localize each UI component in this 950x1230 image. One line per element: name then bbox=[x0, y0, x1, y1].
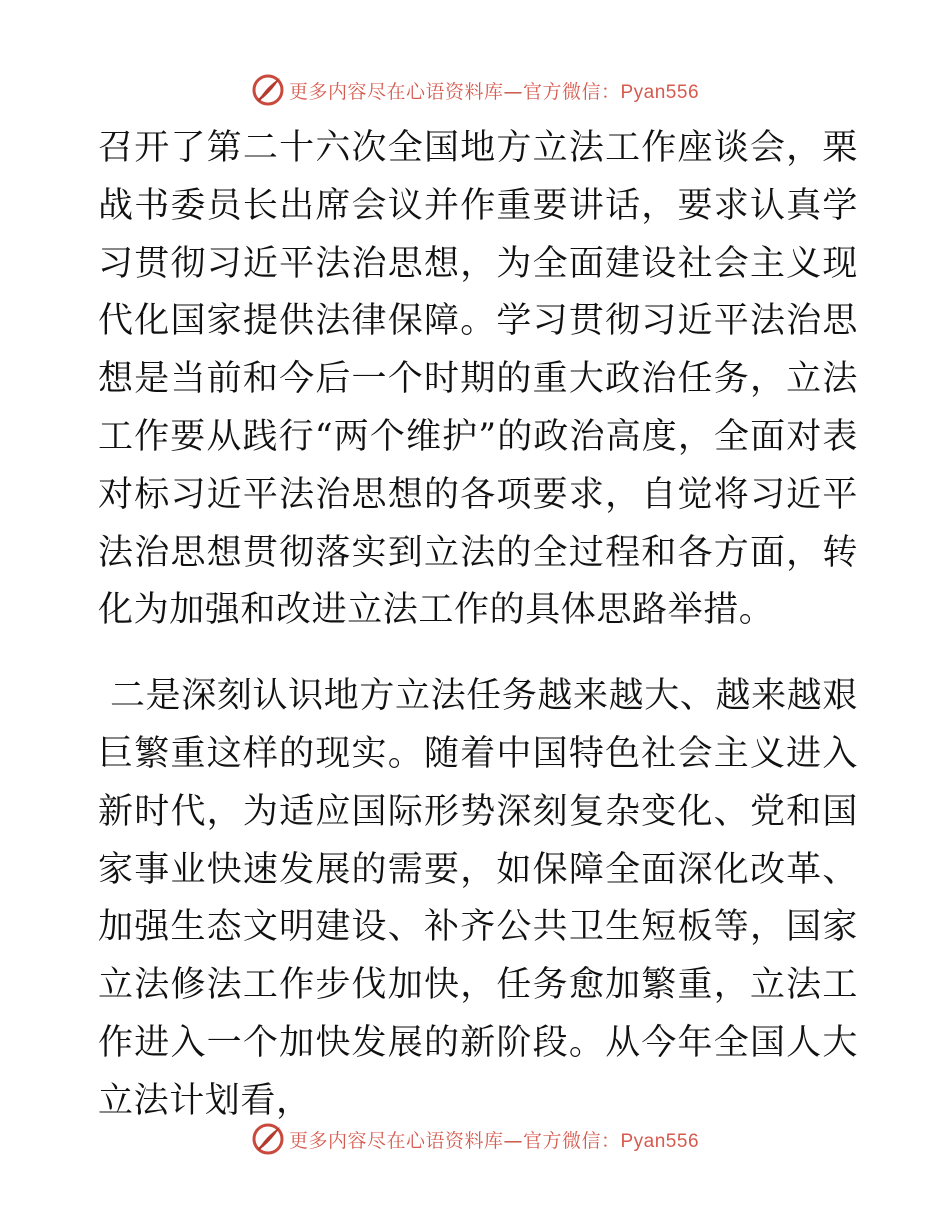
header-separator: — bbox=[503, 80, 523, 103]
header-site-name: 更多内容尽在心语资料库 bbox=[288, 80, 504, 103]
footer-watermark-text bbox=[289, 1126, 699, 1153]
footer-watermark bbox=[0, 1119, 950, 1159]
header-wechat-id: Pyan556 bbox=[620, 81, 700, 103]
paragraph-2: 二是深刻认识地方立法任务越来越大、越来越艰巨繁重这样的现实。随着中国特色社会主义进入新时代，为适应国际形势深刻复杂变化、党和国家事业快速发展的需要，如保障全面深化改革、加强生态文明建设、补齐公共卫生短板等，国家立法修法工作步伐加快，任务愈加繁重，立法工作进入一个加快发展的新阶段。从今年全国人大立法计划看， bbox=[98, 676, 858, 1121]
header-watermark bbox=[0, 70, 950, 110]
quill-logo-icon bbox=[251, 1122, 285, 1156]
footer-separator: — bbox=[503, 1129, 523, 1152]
document-body bbox=[98, 120, 858, 1131]
footer-site-name: 更多内容尽在心语资料库 bbox=[288, 1129, 504, 1152]
paragraph-1: 召开了第二十六次全国地方立法工作座谈会，栗战书委员长出席会议并作重要讲话，要求认真学习贯彻习近平法治思想，为全面建设社会主义现代化国家提供法律保障。学习贯彻习近平法治思想是当前和今后一个时期的重大政治任务，立法工作要从践行“两个维护”的政治高度，全面对表对标习近平法治思想的各项要求，自觉将习近平法治思想贯彻落实到立法的全过程和各方面，转化为加强和改进立法工作的具体思路举措。 bbox=[98, 128, 858, 631]
header-wechat-label: 官方微信： bbox=[522, 80, 621, 103]
footer-wechat-id: Pyan556 bbox=[620, 1130, 700, 1152]
footer-wechat-label: 官方微信： bbox=[522, 1129, 621, 1152]
header-watermark-text bbox=[289, 77, 699, 104]
quill-logo-icon bbox=[251, 73, 285, 107]
